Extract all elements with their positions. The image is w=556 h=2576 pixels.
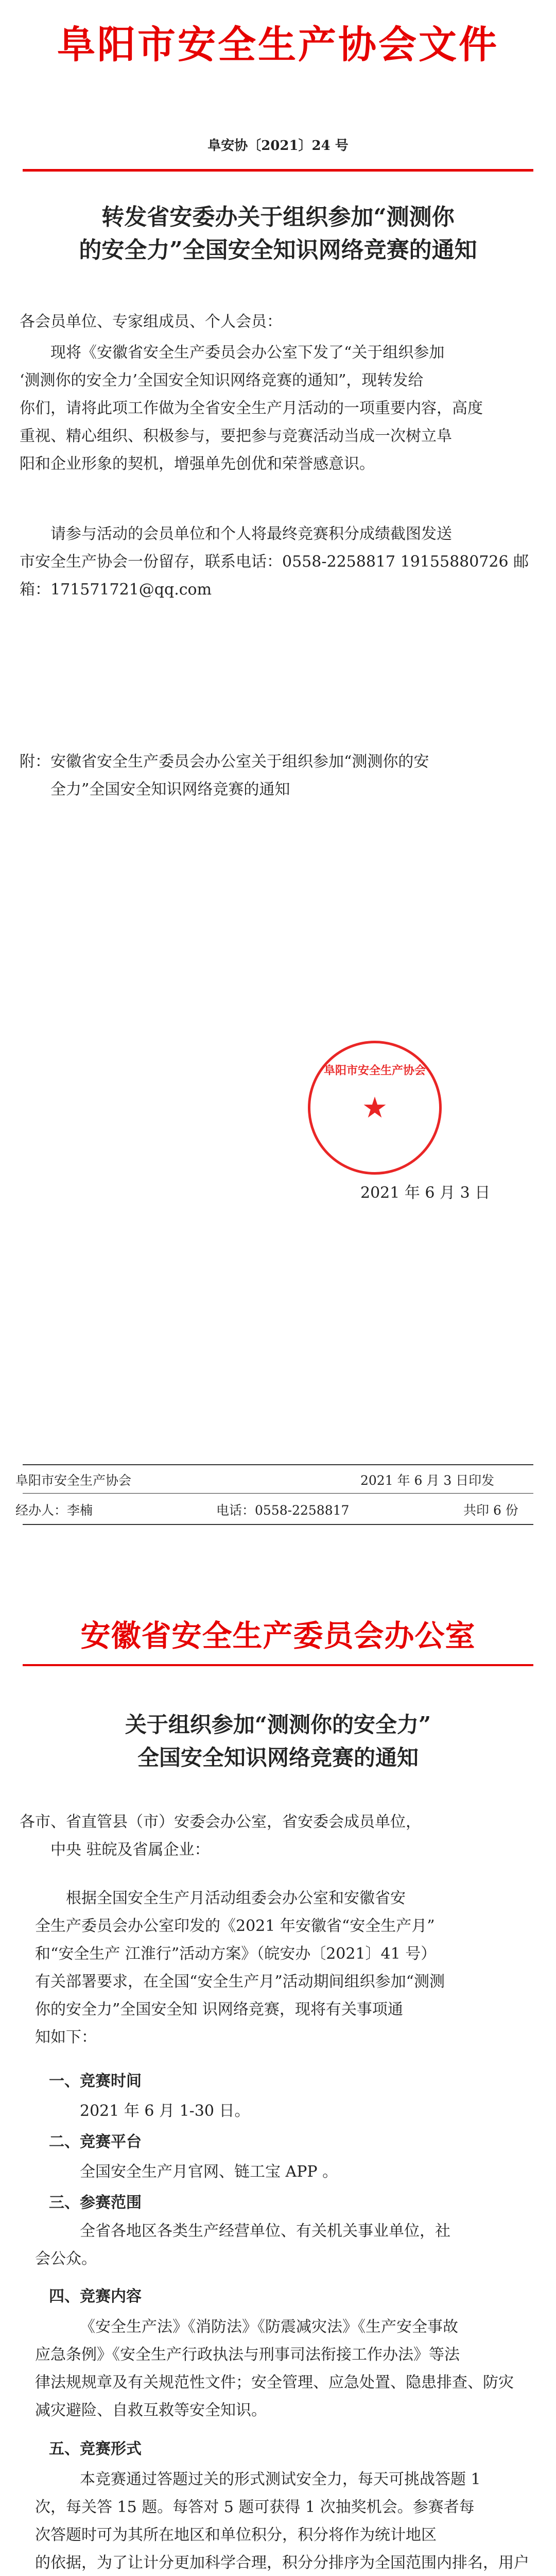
text-line: 重视、精心组织、积极参与，要把参与竞赛活动当成一次树立阜: [20, 427, 452, 445]
header-red-divider: [23, 169, 533, 172]
star-icon: ★: [361, 1091, 388, 1125]
text-line: 应急条例》《安全生产行政执法与刑事司法衔接工作办法》等法: [35, 2346, 460, 2364]
text-line: 和“安全生产 江淮行”活动方案》（皖安办〔2021〕41 号）: [35, 1945, 437, 1963]
text-line: ‘测测你的安全力’全国安全知识网络竞赛的通知”，现转发给: [20, 371, 424, 389]
section-5-body: [35, 2466, 540, 2576]
text-line: 市安全生产协会一份留存，联系电话：0558-2258817 19155880726 邮: [20, 553, 529, 571]
notice2-intro: [20, 1885, 540, 2052]
footer-handler: 经办人：李楠: [15, 1503, 93, 1518]
text-line: 减灾避险、自救互救等安全知识。: [35, 2401, 267, 2419]
section-3-title: 三、参赛范围: [49, 2194, 142, 2212]
section-4-title: 四、竞赛内容: [49, 2287, 142, 2306]
notice2-title-line1: 关于组织参加“测测你的安全力”: [125, 1712, 431, 1737]
footer-top-line: [23, 1464, 533, 1465]
text-line: 请参与活动的会员单位和个人将最终竞赛积分成绩截图发送: [50, 525, 452, 543]
notice2-title-line2: 全国安全知识网络竞赛的通知: [137, 1745, 419, 1770]
text-line: 你们，请将此项工作做为全省安全生产月活动的一项重要内容，高度: [20, 399, 483, 417]
document-header-title: 阜阳市安全生产协会文件: [57, 23, 499, 67]
text-line: 知如下：: [35, 2028, 97, 2046]
section-4-body: [35, 2313, 540, 2425]
text-line: 会公众。: [35, 2250, 97, 2268]
notice1-title-line1: 转发省安委办关于组织参加“测测你: [101, 204, 455, 230]
footer-phone: 电话：0558-2258817: [216, 1503, 350, 1518]
text-line: 全生产委员会办公室印发的《2021 年安徽省“安全生产月”: [35, 1917, 435, 1935]
office-red-divider: [23, 1664, 533, 1666]
text-line: 根据全国安全生产月活动组委会办公室和安徽省安: [66, 1889, 406, 1907]
notice1-salutation: 各会员单位、专家组成员、个人会员：: [20, 313, 282, 331]
notice1-attachment: [20, 748, 540, 804]
text-line: 阳和企业形象的契机，增强单先创优和荣誉感意识。: [20, 455, 375, 473]
section-2-title: 二、竞赛平台: [49, 2133, 142, 2151]
text-line: 次答题时可为其所在地区和单位积分，积分将作为统计地区: [35, 2526, 437, 2544]
text-line: 中央 驻皖及省属企业：: [50, 1841, 210, 1859]
section-2-body: 全国安全生产月官网、链工宝 APP 。: [80, 2163, 338, 2181]
notice1-paragraph-2: [20, 520, 540, 604]
seal-text: 阜阳市安全生产协会: [323, 1064, 426, 1077]
footer-copies: 共印 6 份: [463, 1503, 518, 1518]
text-line: 有关部署要求，在全国“安全生产月”活动期间组织参加“测测: [35, 1973, 445, 1991]
text-line: 你的安全力”全国安全知 识网络竞赛，现将有关事项通: [35, 2001, 403, 2019]
text-line: 本竞赛通过答题过关的形式测试安全力，每天可挑战答题 1: [80, 2470, 481, 2488]
text-line: 《安全生产法》《消防法》《防震减灾法》《生产安全事故: [80, 2318, 458, 2336]
official-seal: [308, 1041, 442, 1175]
notice1-date: 2021 年 6 月 3 日: [360, 1184, 491, 1202]
footer-bottom-line: [23, 1524, 533, 1525]
office-header-title: 安徽省安全生产委员会办公室: [80, 1618, 476, 1653]
section-3-body: [35, 2217, 540, 2273]
text-line: 各市、省直管县（市）安委会办公室，省安委会成员单位，: [20, 1813, 421, 1831]
footer-org: 阜阳市安全生产协会: [15, 1473, 132, 1488]
section-1-body: 2021 年 6 月 1-30 日。: [80, 2102, 250, 2120]
section-1-title: 一、竞赛时间: [49, 2072, 142, 2090]
attachment-line: 附：安徽省安全生产委员会办公室关于组织参加“测测你的安: [20, 753, 429, 771]
text-line: 律法规规章及有关规范性文件；安全管理、应急处置、隐患排查、防灾: [35, 2374, 514, 2392]
text-line: 全省各地区各类生产经营单位、有关机关事业单位，社: [80, 2222, 450, 2240]
text-line: 次，每关答 15 题。每答对 5 题可获得 1 次抽奖机会。参赛者每: [35, 2498, 475, 2516]
notice1-paragraph-1: [20, 339, 540, 478]
footer-mid-line: [23, 1493, 533, 1494]
section-5-title: 五、竞赛形式: [49, 2440, 142, 2458]
text-line: 的依据，为了让计分更加科学合理，积分分排序为全国范围内排名，用户: [35, 2554, 529, 2572]
document-number: 阜安协〔2021〕24 号: [207, 138, 349, 154]
notice1-title-line2: 的安全力”全国安全知识网络竞赛的通知: [79, 237, 477, 263]
footer-issue-date: 2021 年 6 月 3 日印发: [360, 1473, 495, 1488]
notice2-salutation: [20, 1808, 540, 1864]
attachment-line: 全力”全国安全知识网络竞赛的通知: [50, 781, 290, 799]
text-line: 箱：171571721@qq.com: [20, 581, 212, 599]
text-line: 现将《安徽省安全生产委员会办公室下发了“关于组织参加: [50, 344, 445, 362]
